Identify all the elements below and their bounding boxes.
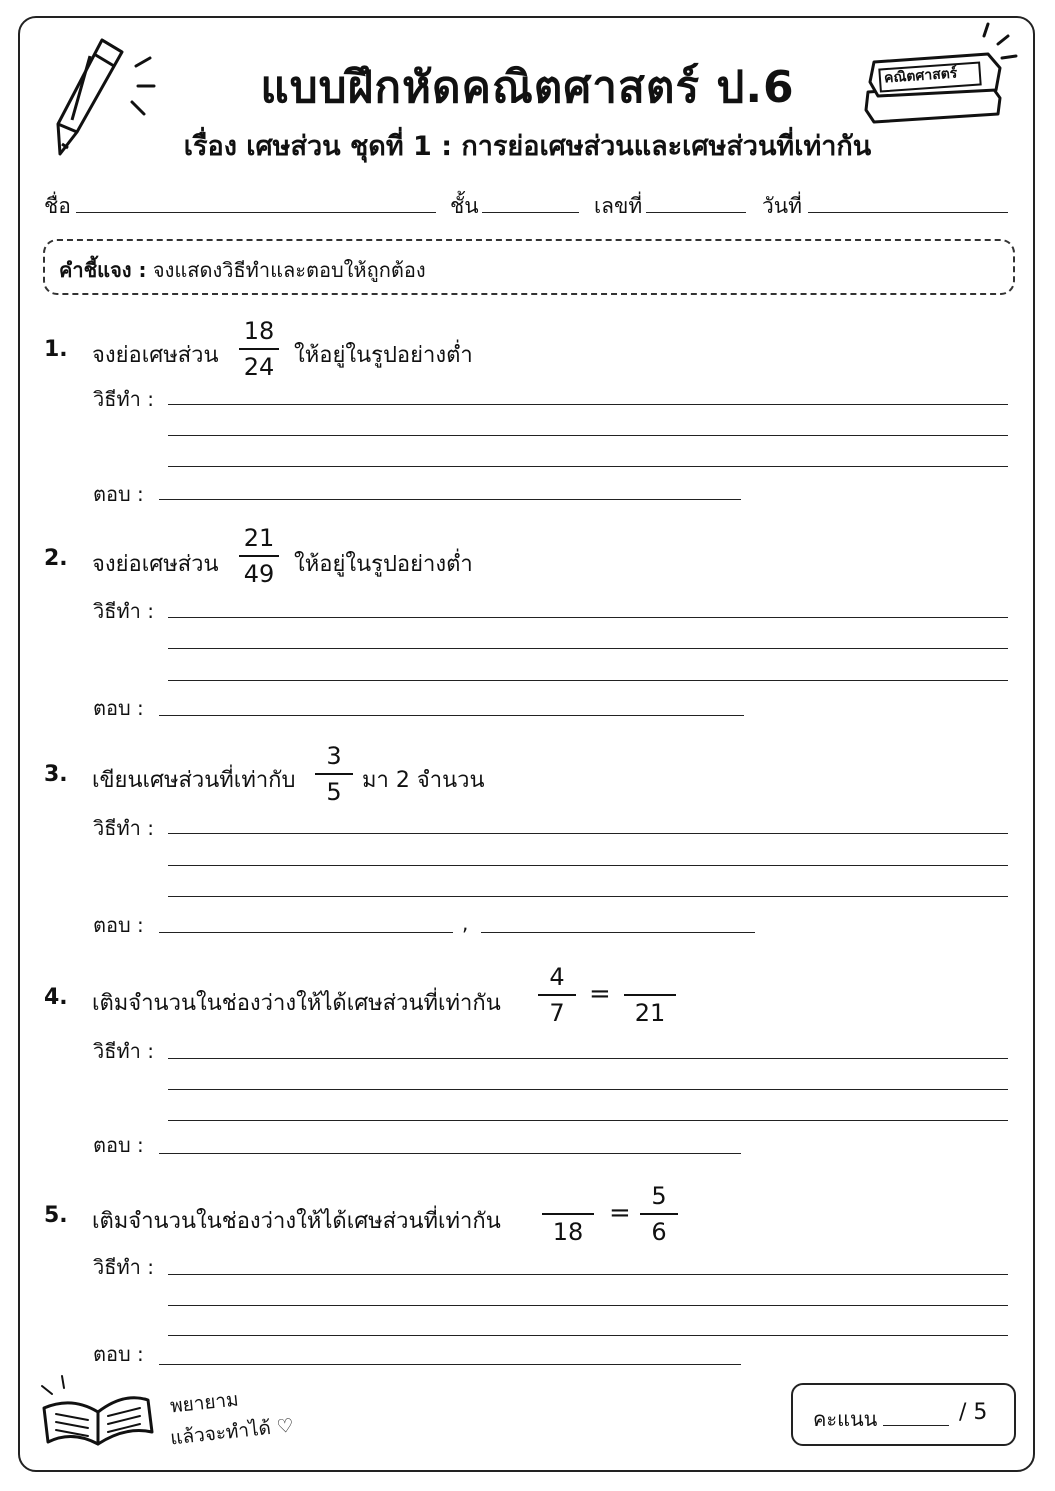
question-text: เขียนเศษส่วนที่เท่ากับ — [92, 768, 296, 793]
equals-sign: = — [609, 1198, 631, 1228]
open-book-icon — [36, 1372, 161, 1447]
date-label: วันที่ — [762, 194, 802, 218]
page-frame — [18, 16, 1035, 1472]
score-label: คะแนน — [813, 1407, 878, 1431]
answer-label: ตอบ : — [93, 482, 144, 506]
blank-fraction — [622, 962, 678, 1028]
blank-numerator[interactable] — [622, 962, 678, 992]
work-line[interactable] — [168, 896, 1008, 897]
question-text-after: ให้อยู่ในรูปอย่างต่ำ — [294, 343, 473, 368]
class-label: ชั้น — [450, 194, 479, 218]
work-line[interactable] — [168, 680, 1008, 681]
motto-line-1: พยายาม — [169, 1388, 240, 1418]
work-line[interactable] — [168, 466, 1008, 467]
question-text: เติมจำนวนในช่องว่างให้ได้เศษส่วนที่เท่ากัน — [92, 991, 501, 1016]
question-text: จงย่อเศษส่วน — [92, 552, 219, 577]
instructions-text: จงแสดงวิธีทำและตอบให้ถูกต้อง — [152, 258, 426, 282]
score-box — [791, 1383, 1016, 1446]
fraction-denominator: 18 — [552, 1218, 584, 1246]
fraction-numerator: 18 — [243, 317, 275, 345]
page-title: แบบฝึกหัดคณิตศาสตร์ ป.6 — [260, 62, 795, 113]
question-text-after: มา 2 จำนวน — [362, 768, 485, 793]
date-field[interactable] — [808, 212, 1008, 213]
page-subtitle: เรื่อง เศษส่วน ชุดที่ 1 : การย่อเศษส่วนและเศษส่วนที่เท่ากัน — [183, 131, 872, 162]
work-line[interactable] — [168, 404, 1008, 405]
instructions-box — [43, 239, 1015, 295]
fraction-numerator: 4 — [549, 963, 565, 991]
work-label: วิธีทำ : — [93, 816, 154, 840]
question-text: จงย่อเศษส่วน — [92, 343, 219, 368]
question-text-after: ให้อยู่ในรูปอย่างต่ำ — [294, 552, 473, 577]
question-number: 1. — [44, 337, 68, 362]
work-line[interactable] — [168, 865, 1008, 866]
work-line[interactable] — [168, 1120, 1008, 1121]
score-field[interactable] — [883, 1425, 949, 1426]
answer-line[interactable] — [159, 715, 744, 716]
answer-label: ตอบ : — [93, 1133, 144, 1157]
question-number: 4. — [44, 985, 68, 1010]
fraction-denominator: 6 — [651, 1218, 667, 1246]
fraction-denominator: 21 — [634, 999, 666, 1027]
book-label: คณิตศาสตร์ — [883, 65, 958, 87]
fraction-denominator: 49 — [243, 560, 275, 588]
work-line[interactable] — [168, 1274, 1008, 1275]
answer-line[interactable] — [159, 932, 453, 933]
work-line[interactable] — [168, 648, 1008, 649]
instructions-label: คำชี้แจง : — [59, 258, 147, 282]
fraction — [237, 523, 281, 589]
number-field[interactable] — [646, 212, 746, 213]
number-label: เลขที่ — [594, 194, 643, 218]
work-line[interactable] — [168, 833, 1008, 834]
class-field[interactable] — [482, 212, 579, 213]
answer-line[interactable] — [481, 932, 755, 933]
fraction — [237, 316, 281, 382]
work-label: วิธีทำ : — [93, 599, 154, 623]
work-line[interactable] — [168, 435, 1008, 436]
fraction-numerator: 3 — [326, 742, 342, 770]
work-label: วิธีทำ : — [93, 1255, 154, 1279]
work-line[interactable] — [168, 617, 1008, 618]
answer-label: ตอบ : — [93, 913, 144, 937]
equals-sign: = — [589, 979, 611, 1009]
question-number: 5. — [44, 1203, 68, 1228]
work-line[interactable] — [168, 1058, 1008, 1059]
fraction-denominator: 5 — [326, 778, 342, 806]
score-total: / 5 — [959, 1400, 988, 1425]
name-label: ชื่อ — [44, 194, 71, 218]
work-line[interactable] — [168, 1335, 1008, 1336]
fraction — [536, 962, 578, 1028]
fraction-denominator: 24 — [243, 353, 275, 381]
motto-line-2: แล้วจะทำได้ ♡ — [169, 1414, 295, 1450]
question-number: 3. — [44, 762, 68, 787]
blank-numerator[interactable] — [540, 1181, 596, 1211]
fraction — [638, 1181, 680, 1247]
fraction-denominator: 7 — [549, 999, 565, 1027]
comma: , — [462, 911, 469, 935]
answer-line[interactable] — [159, 1364, 741, 1365]
fraction-numerator: 5 — [651, 1182, 667, 1210]
work-label: วิธีทำ : — [93, 387, 154, 411]
name-field[interactable] — [76, 212, 436, 213]
answer-line[interactable] — [159, 1153, 741, 1154]
question-number: 2. — [44, 546, 68, 571]
fraction — [313, 741, 355, 807]
answer-line[interactable] — [159, 499, 741, 500]
blank-fraction — [540, 1181, 596, 1247]
answer-label: ตอบ : — [93, 1342, 144, 1366]
work-label: วิธีทำ : — [93, 1039, 154, 1063]
answer-label: ตอบ : — [93, 696, 144, 720]
question-text: เติมจำนวนในช่องว่างให้ได้เศษส่วนที่เท่ากัน — [92, 1209, 501, 1234]
work-line[interactable] — [168, 1089, 1008, 1090]
fraction-numerator: 21 — [243, 524, 275, 552]
work-line[interactable] — [168, 1305, 1008, 1306]
